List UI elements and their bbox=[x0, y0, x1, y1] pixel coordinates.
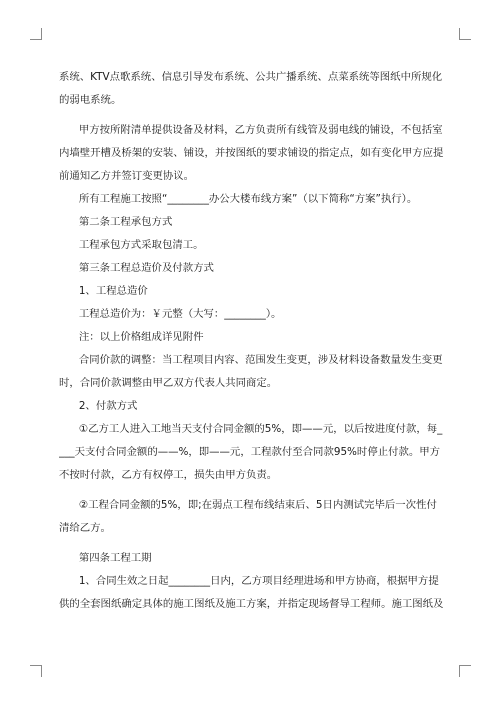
text-line: ___天支付合同金额的——%，即——元，工程款付至合同款95%时停止付款。甲方 bbox=[59, 446, 441, 458]
section-heading: 第四条工程工期 bbox=[59, 552, 152, 564]
text-line: 甲方按所附清单提供设备及材料，乙方负责所有线管及弱电线的铺设，不包括室 bbox=[59, 124, 443, 136]
text-line: 注：以上价格组成详见附件 bbox=[59, 331, 204, 343]
text-line: 清给乙方。 bbox=[59, 522, 111, 534]
section-heading: 第二条工程承包方式 bbox=[59, 216, 173, 228]
text-line: 工程总造价为：￥元整（大写：________）。 bbox=[59, 308, 282, 320]
paragraph-gap bbox=[59, 540, 445, 547]
text-line: 1、合同生效之日起________日内，乙方项目经理进场和甲方协商，根据甲方提 bbox=[59, 575, 439, 587]
text-line: 系统、KTV点歌系统、信息引导发布系统、公共广播系统、点菜系统等图纸中所规化 bbox=[59, 71, 443, 83]
text-line: 不按时付款，乙方有权停工，损失由甲方负责。 bbox=[59, 469, 278, 481]
text-line: 工程承包方式采取包清工。 bbox=[59, 239, 204, 251]
text-line: 时，合同价款调整由甲乙双方代表人共同商定。 bbox=[59, 377, 278, 389]
paragraph-gap bbox=[59, 112, 445, 119]
subsection-heading: 1、工程总造价 bbox=[59, 285, 148, 297]
text-line: ②工程合同金额的5%，即;在弱点工程布线结束后、5日内测试完毕后一次性付 bbox=[59, 499, 437, 511]
text-line: 内墙壁开槽及桥架的安装、铺设，并按图纸的要求铺设的指定点，如有变化甲方应提 bbox=[59, 147, 444, 159]
paragraph-gap bbox=[59, 487, 445, 494]
document-body bbox=[59, 66, 445, 616]
text-line: 的弱电系统。 bbox=[59, 94, 122, 106]
subsection-heading: 2、付款方式 bbox=[59, 400, 138, 412]
text-line: 合同价款的调整：当工程项目内容、范围发生变更，涉及材料设备数量发生变更 bbox=[59, 354, 443, 366]
text-line: 前通知乙方并签订变更协议。 bbox=[59, 170, 195, 182]
crop-mark-top-right bbox=[459, 28, 471, 40]
crop-mark-bottom-right bbox=[459, 665, 471, 677]
text-line: ①乙方工人进入工地当天支付合同金额的5%，即——元，以后按进度付款，每_ bbox=[59, 423, 443, 435]
text-line: 所有工程施工按照“________办公大楼布线方案”（以下简称“方案”执行）。 bbox=[59, 193, 418, 205]
crop-mark-bottom-left bbox=[30, 665, 42, 677]
crop-mark-top-left bbox=[30, 28, 42, 40]
text-line: 供的全套图纸确定具体的施工图纸及施工方案，并指定现场督导工程师。施工图纸及 bbox=[59, 598, 444, 610]
section-heading: 第三条工程总造价及付款方式 bbox=[59, 262, 214, 274]
